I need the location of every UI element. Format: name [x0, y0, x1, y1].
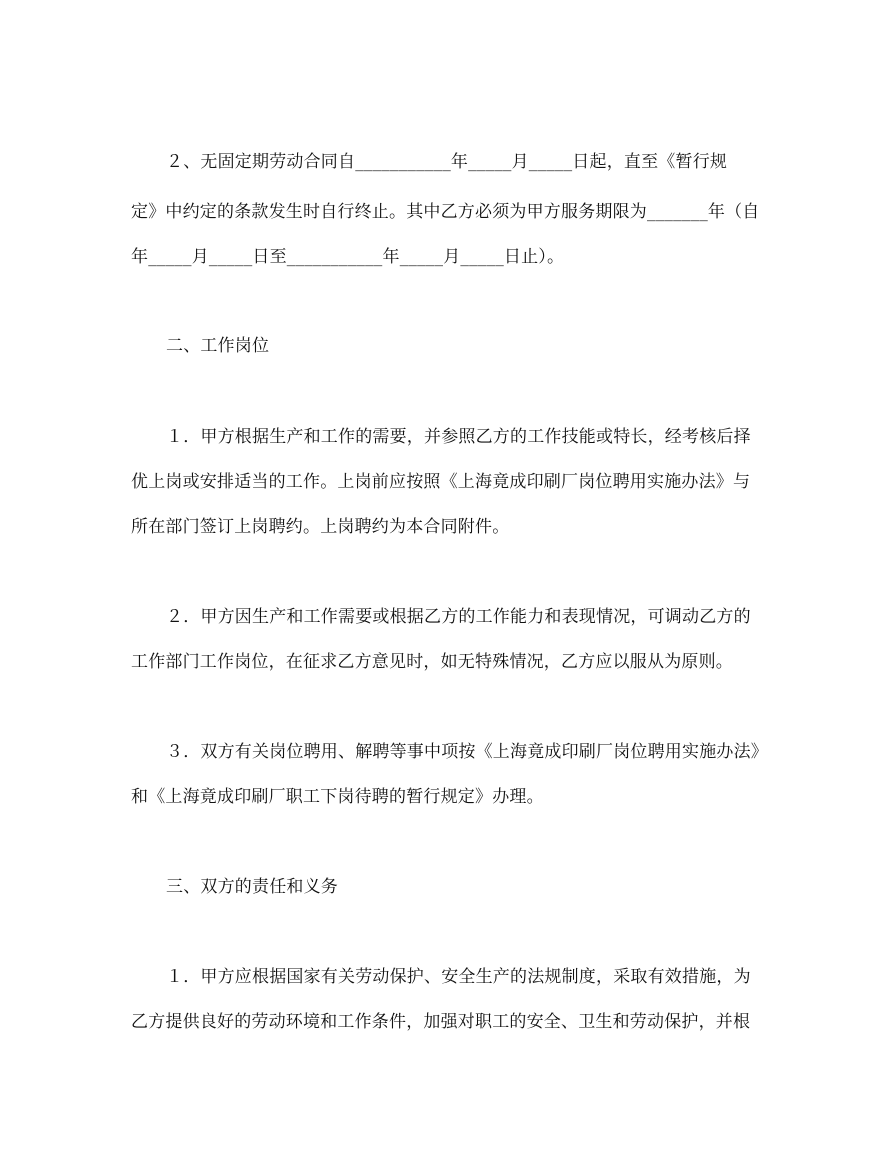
section-2-item-3-line-2: 和《上海竟成印刷厂职工下岗待聘的暂行规定》办理。 [131, 787, 544, 807]
section-2-item-3-line-1: ３．双方有关岗位聘用、解聘等事中项按《上海竟成印刷厂岗位聘用实施办法》 [166, 742, 768, 762]
clause-2-line-3: 年_____月_____日至___________年_____月_____日止）。 [131, 247, 565, 267]
section-3-heading: 三、双方的责任和义务 [166, 877, 338, 897]
section-3-item-1-line-1: １．甲方应根据国家有关劳动保护、安全生产的法规制度，采取有效措施，为 [166, 967, 751, 987]
section-3-item-1-line-2: 乙方提供良好的劳动环境和工作条件，加强对职工的安全、卫生和劳动保护，并根 [131, 1012, 751, 1032]
section-2-item-1-line-3: 所在部门签订上岗聘约。上岗聘约为本合同附件。 [131, 517, 510, 537]
clause-2-line-1: ２、无固定期劳动合同自___________年_____月_____日起，直至《暂行规 [166, 152, 728, 172]
section-2-item-2-line-2: 工作部门工作岗位，在征求乙方意见时，如无特殊情况，乙方应以服从为原则。 [131, 652, 733, 672]
section-2-item-2-line-1: ２．甲方因生产和工作需要或根据乙方的工作能力和表现情况，可调动乙方的 [166, 607, 751, 627]
section-2-item-1-line-2: 优上岗或安排适当的工作。上岗前应按照《上海竟成印刷厂岗位聘用实施办法》与 [131, 472, 751, 492]
section-2-heading: 二、工作岗位 [166, 336, 270, 356]
clause-2-line-2: 定》中约定的条款发生时自行终止。其中乙方必须为甲方服务期限为_______年（自 [131, 202, 760, 222]
section-2-item-1-line-1: １．甲方根据生产和工作的需要，并参照乙方的工作技能或特长，经考核后择 [166, 427, 751, 447]
